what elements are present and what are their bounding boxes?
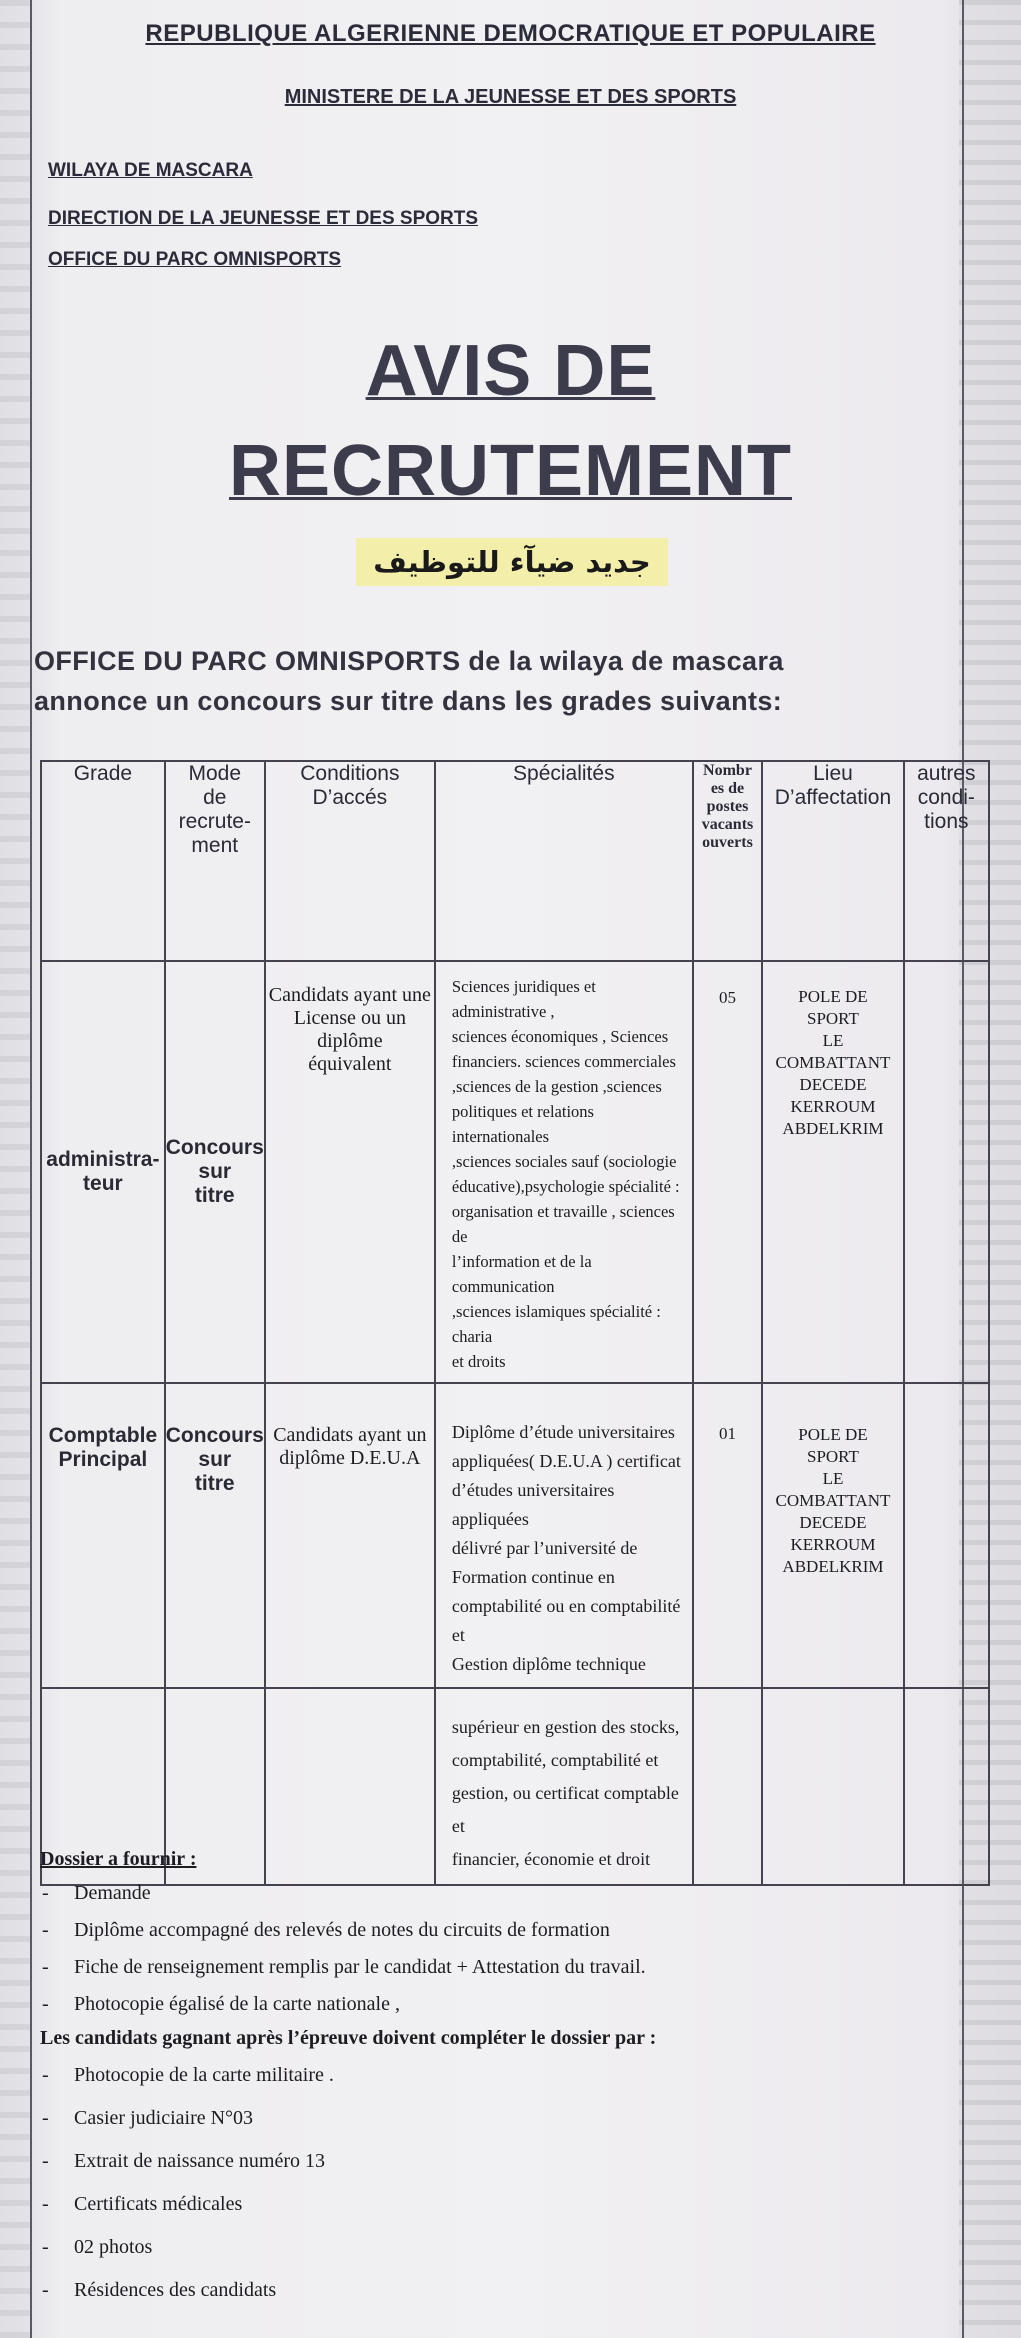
list-item: - Photocopie de la carte militaire . [40, 2054, 960, 2097]
positions-table [40, 760, 990, 1886]
documents-section [40, 1848, 960, 2312]
list-item: - Extrait de naissance numéro 13 [40, 2140, 960, 2183]
col-grade: Grade [41, 761, 165, 961]
cell-conditions: Candidats ayant un diplôme D.E.U.A [265, 1383, 435, 1688]
col-lieu: Lieu D’affectation [762, 761, 903, 961]
cell-specialites: Sciences juridiques et administrative , sciences économiques , Sciences financiers. sciences commerciales ,sciences de la gestion ,sciences politiques et relations internationales ,sciences sociales sauf (sociologie éducative),psychologie spécialité : organisation et travaille , sciences de l’information et de la communication ,sciences islamiques spécialité : charia et droits [435, 961, 693, 1383]
org-office: OFFICE DU PARC OMNISPORTS [48, 249, 342, 270]
table-row [41, 1383, 989, 1688]
cell-grade: administra- teur [41, 961, 165, 1383]
intro-line-1: OFFICE DU PARC OMNISPORTS de la wilaya de mascara [34, 646, 784, 676]
republic-heading: REPUBLIQUE ALGERIENNE DEMOCRATIQUE ET POPULAIRE [145, 20, 876, 47]
col-conditions: Conditions D’accés [265, 761, 435, 961]
arabic-banner: جديد ضيآء للتوظيف [356, 538, 668, 586]
cell-specialites: Diplôme d’étude universitaires appliquées( D.E.U.A ) certificat d’études universitaires appliquées délivré par l’université de Formation continue en comptabilité ou en comptabilité et Gestion diplôme technique [435, 1383, 693, 1688]
table-header-row [41, 761, 989, 961]
dossier-title: Dossier a fournir : [40, 1848, 197, 1870]
list-item: - Résidences des candidats [40, 2269, 960, 2312]
winners-title: Les candidats gagnant après l’épreuve doivent compléter le dossier par : [40, 2027, 657, 2049]
title-line-1: AVIS DE [365, 331, 656, 411]
cell-lieu: POLE DE SPORT LE COMBATTANT DECEDE KERROUM ABDELKRIM [762, 1383, 903, 1688]
list-item: - Diplôme accompagné des relevés de notes du circuits de formation [40, 1912, 960, 1949]
ministry-heading: MINISTERE DE LA JEUNESSE ET DES SPORTS [284, 86, 737, 108]
list-item: - Demande [40, 1875, 960, 1912]
org-direction: DIRECTION DE LA JEUNESSE ET DES SPORTS [48, 208, 479, 229]
cell-mode: Concours sur titre [165, 961, 265, 1383]
col-nombre: Nombr es de postes vacants ouverts [693, 761, 763, 961]
col-autres: autres condi- tions [904, 761, 989, 961]
col-mode: Mode de recrute- ment [165, 761, 265, 961]
list-item: - 02 photos [40, 2226, 960, 2269]
cell-nombre: 01 [693, 1383, 763, 1688]
table-row [41, 961, 989, 1383]
cell-conditions: Candidats ayant une License ou un diplôme équivalent [265, 961, 435, 1383]
col-specialites: Spécialités [435, 761, 693, 961]
cell-autres [904, 961, 989, 1383]
cell-specialites: supérieur en gestion des stocks, comptabilité, comptabilité et gestion, ou certificat comptable et financier, économie et droit [435, 1688, 693, 1885]
intro-line-2: annonce un concours sur titre dans les grades suivants: [34, 686, 783, 716]
cell-grade: Comptable Principal [41, 1383, 165, 1688]
list-item: - Photocopie égalisé de la carte nationale , [40, 1986, 960, 2023]
title-line-2: RECRUTEMENT [229, 431, 792, 511]
org-wilaya: WILAYA DE MASCARA [48, 160, 253, 181]
cell-nombre: 05 [693, 961, 763, 1383]
list-item: - Fiche de renseignement remplis par le candidat + Attestation du travail. [40, 1949, 960, 1986]
cell-mode: Concours sur titre [165, 1383, 265, 1688]
cell-autres [904, 1383, 989, 1688]
list-item: - Casier judiciaire N°03 [40, 2097, 960, 2140]
list-item: - Certificats médicales [40, 2183, 960, 2226]
cell-lieu: POLE DE SPORT LE COMBATTANT DECEDE KERROUM ABDELKRIM [762, 961, 903, 1383]
